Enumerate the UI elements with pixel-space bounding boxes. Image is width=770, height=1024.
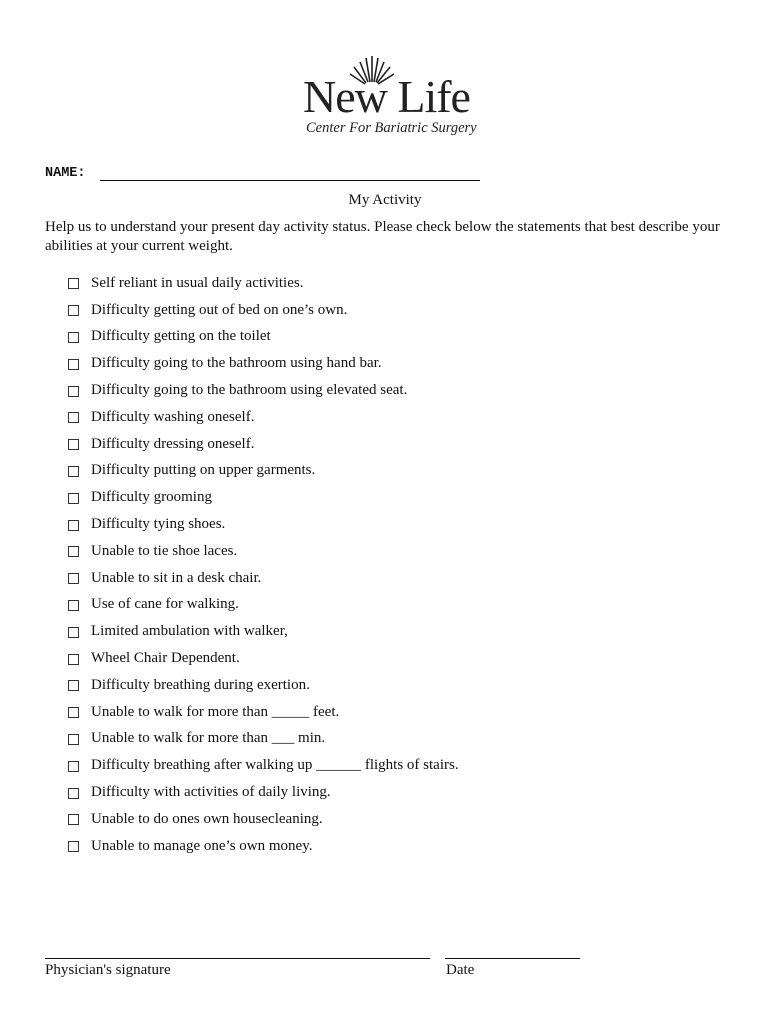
- checklist-item-label: Difficulty getting out of bed on one’s own.: [91, 301, 348, 318]
- checklist-item: [68, 645, 459, 672]
- checklist-item: [68, 699, 459, 726]
- checklist-item-label: Unable to walk for more than ___ min.: [91, 730, 326, 747]
- checklist-item: [68, 806, 459, 833]
- checklist-item-label: Difficulty tying shoes.: [91, 516, 226, 533]
- checklist-item: [68, 752, 459, 779]
- checklist-item: [68, 350, 459, 377]
- checkbox[interactable]: [68, 654, 79, 665]
- new-life-logo: [300, 52, 480, 142]
- checkbox[interactable]: [68, 627, 79, 638]
- page-title: My Activity: [348, 192, 422, 208]
- checklist-item-label: Unable to do ones own housecleaning.: [91, 810, 323, 827]
- checklist-item-label: Difficulty dressing oneself.: [91, 435, 255, 452]
- checkbox[interactable]: [68, 761, 79, 772]
- checklist-item-label: Difficulty going to the bathroom using elevated seat.: [91, 382, 408, 399]
- checklist-item: [68, 297, 459, 324]
- checklist-item: [68, 431, 459, 458]
- checklist-item-label: Difficulty putting on upper garments.: [91, 462, 316, 479]
- intro-text: Help us to understand your present day activity status. Please check below the statements that best describe your abilities at your current weight.: [45, 219, 720, 254]
- checklist-item: [68, 270, 459, 297]
- checklist-item: [68, 833, 459, 860]
- checkbox[interactable]: [68, 680, 79, 691]
- date-field[interactable]: [445, 958, 580, 959]
- checklist-item-label: Difficulty grooming: [91, 489, 212, 506]
- checkbox[interactable]: [68, 841, 79, 852]
- checkbox[interactable]: [68, 439, 79, 450]
- checkbox[interactable]: [68, 332, 79, 343]
- signature-field[interactable]: [45, 958, 430, 959]
- checklist-item-label: Unable to sit in a desk chair.: [91, 569, 262, 586]
- logo-tagline: Center For Bariatric Surgery: [306, 120, 477, 136]
- checklist-item: [68, 538, 459, 565]
- checklist-item: [68, 779, 459, 806]
- checkbox[interactable]: [68, 359, 79, 370]
- checkbox[interactable]: [68, 466, 79, 477]
- checklist-item: [68, 726, 459, 753]
- checklist-item-label: Difficulty breathing after walking up ______ flights of stairs.: [91, 757, 459, 774]
- checklist-item-label: Wheel Chair Dependent.: [91, 650, 240, 667]
- checklist-item: [68, 511, 459, 538]
- checklist-item: [68, 377, 459, 404]
- checkbox[interactable]: [68, 493, 79, 504]
- checklist-item: [68, 324, 459, 351]
- date-label: Date: [446, 962, 475, 978]
- checkbox[interactable]: [68, 412, 79, 423]
- checklist-item: [68, 565, 459, 592]
- activity-checklist: [68, 270, 459, 860]
- checklist-item: [68, 592, 459, 619]
- checklist-item-label: Unable to manage one’s own money.: [91, 837, 313, 854]
- name-field[interactable]: [100, 180, 480, 181]
- checklist-item-label: Use of cane for walking.: [91, 596, 239, 613]
- checklist-item: [68, 404, 459, 431]
- checklist-item-label: Difficulty with activities of daily living.: [91, 784, 331, 801]
- checklist-item-label: Difficulty breathing during exertion.: [91, 676, 310, 693]
- checkbox[interactable]: [68, 734, 79, 745]
- checkbox[interactable]: [68, 814, 79, 825]
- logo-brand: New Life: [303, 71, 470, 122]
- signature-label: Physician's signature: [45, 962, 171, 978]
- checklist-item: [68, 484, 459, 511]
- checklist-item-label: Difficulty washing oneself.: [91, 408, 255, 425]
- name-label: NAME:: [45, 166, 86, 181]
- checklist-item-label: Self reliant in usual daily activities.: [91, 274, 304, 291]
- checklist-item-label: Limited ambulation with walker,: [91, 623, 288, 640]
- checkbox[interactable]: [68, 573, 79, 584]
- checklist-item-label: Unable to tie shoe laces.: [91, 542, 238, 559]
- checkbox[interactable]: [68, 305, 79, 316]
- checkbox[interactable]: [68, 788, 79, 799]
- checklist-item: [68, 618, 459, 645]
- checklist-item-label: Difficulty going to the bathroom using hand bar.: [91, 355, 382, 372]
- checklist-item-label: Difficulty getting on the toilet: [91, 328, 271, 345]
- checkbox[interactable]: [68, 546, 79, 557]
- checklist-item-label: Unable to walk for more than _____ feet.: [91, 703, 340, 720]
- checkbox[interactable]: [68, 600, 79, 611]
- checklist-item: [68, 672, 459, 699]
- checkbox[interactable]: [68, 386, 79, 397]
- checklist-item: [68, 458, 459, 485]
- checkbox[interactable]: [68, 520, 79, 531]
- checkbox[interactable]: [68, 278, 79, 289]
- checkbox[interactable]: [68, 707, 79, 718]
